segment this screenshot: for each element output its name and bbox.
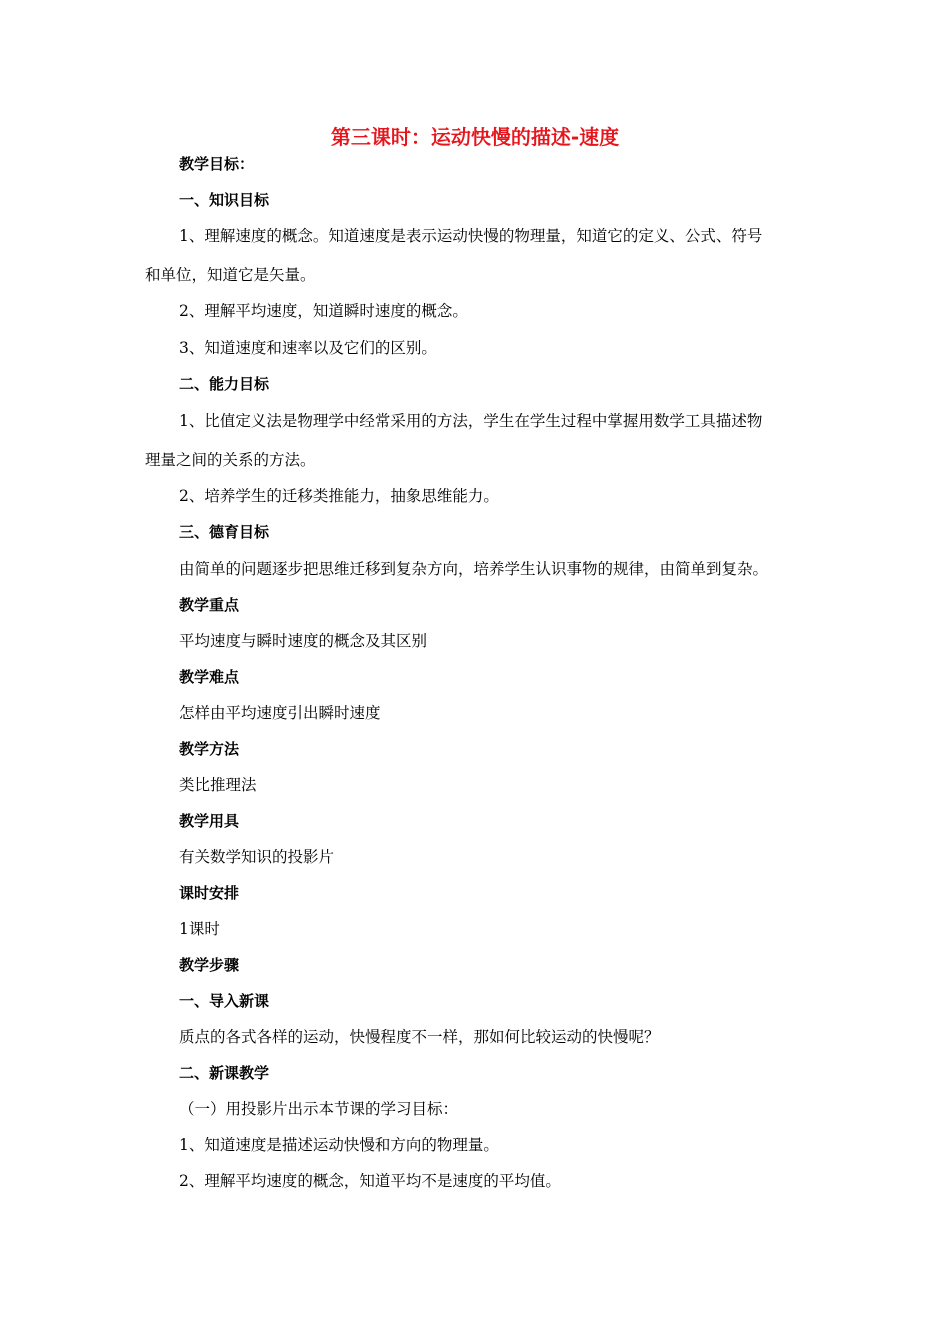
heading-teaching-method: 教学方法 bbox=[179, 740, 240, 758]
paragraph-line: 2、培养学生的迁移类推能力，抽象思维能力。 bbox=[179, 487, 499, 505]
paragraph-line: 有关数学知识的投影片 bbox=[179, 848, 335, 866]
heading-ability-goals: 二、能力目标 bbox=[179, 375, 270, 393]
paragraph-line: 1、知道速度是描述运动快慢和方向的物理量。 bbox=[179, 1136, 499, 1154]
paragraph-line: 平均速度与瞬时速度的概念及其区别 bbox=[179, 632, 428, 650]
paragraph-line: 2、理解平均速度，知道瞬时速度的概念。 bbox=[179, 302, 468, 320]
document-title: 第三课时：运动快慢的描述-速度 bbox=[330, 125, 620, 149]
paragraph-line: 由简单的问题逐步把思维迁移到复杂方向，培养学生认识事物的规律，由简单到复杂。 bbox=[179, 560, 769, 578]
heading-knowledge-goals: 一、知识目标 bbox=[179, 191, 270, 209]
paragraph-line: 怎样由平均速度引出瞬时速度 bbox=[179, 704, 381, 722]
heading-new-lesson: 二、新课教学 bbox=[179, 1064, 270, 1082]
paragraph-line: （一）用投影片出示本节课的学习目标： bbox=[179, 1100, 459, 1118]
heading-schedule: 课时安排 bbox=[179, 884, 240, 902]
heading-key-points: 教学重点 bbox=[179, 596, 240, 614]
paragraph-line: 质点的各式各样的运动，快慢程度不一样，那如何比较运动的快慢呢？ bbox=[179, 1028, 660, 1046]
paragraph-line: 3、知道速度和速率以及它们的区别。 bbox=[179, 339, 437, 357]
paragraph-line: 类比推理法 bbox=[179, 776, 257, 794]
heading-teaching-steps: 教学步骤 bbox=[179, 956, 240, 974]
paragraph-line: 1课时 bbox=[179, 920, 220, 938]
heading-moral-goals: 三、德育目标 bbox=[179, 523, 270, 541]
paragraph-line: 2、理解平均速度的概念，知道平均不是速度的平均值。 bbox=[179, 1172, 561, 1190]
heading-introduction: 一、导入新课 bbox=[179, 992, 270, 1010]
paragraph-line: 1、比值定义法是物理学中经常采用的方法，学生在学生过程中掌握用数学工具描述物 bbox=[179, 412, 763, 430]
heading-difficulties: 教学难点 bbox=[179, 668, 240, 686]
heading-teaching-tools: 教学用具 bbox=[179, 812, 240, 830]
paragraph-line: 和单位，知道它是矢量。 bbox=[145, 266, 316, 284]
heading-teaching-goals: 教学目标： bbox=[179, 155, 255, 173]
paragraph-line: 1、理解速度的概念。知道速度是表示运动快慢的物理量，知道它的定义、公式、符号 bbox=[179, 227, 763, 245]
paragraph-line: 理量之间的关系的方法。 bbox=[145, 451, 316, 469]
